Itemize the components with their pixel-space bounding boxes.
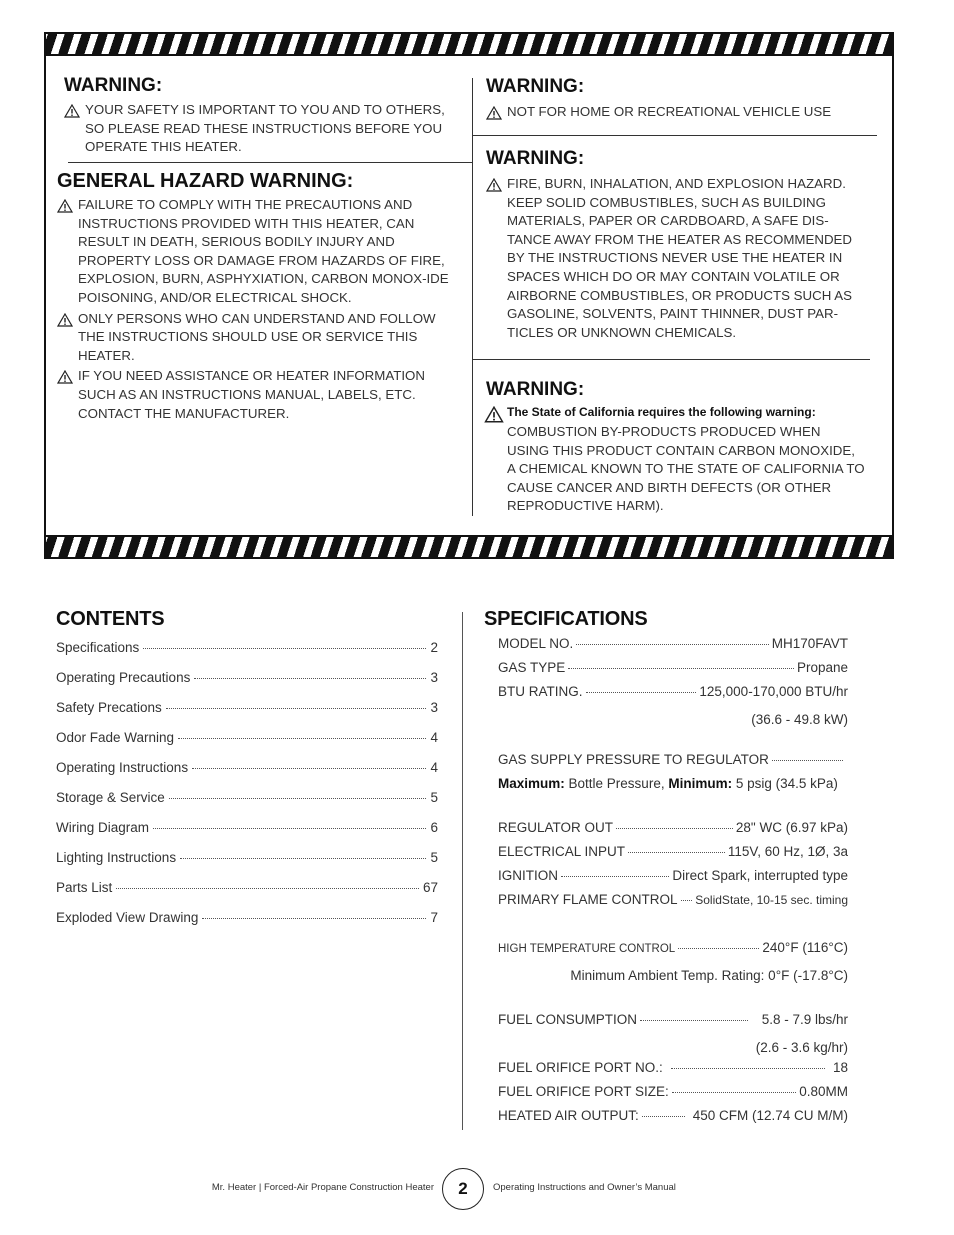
spec-row-gas-type [498,660,848,684]
toc-label: Safety Precations [56,700,162,715]
spec-label: FUEL CONSUMPTION [498,1012,638,1027]
spec-value: 115V, 60 Hz, 1Ø, 3a [727,844,848,859]
warning-triangle-icon [57,370,73,384]
spec-row-ignition [498,868,848,892]
leader-dots [192,768,426,769]
toc-row[interactable] [56,910,438,940]
leader-dots [681,900,693,901]
spec-value: SolidState, 10-15 sec. timing [695,893,848,907]
toc-page: 5 [430,850,438,865]
toc-page: 5 [430,790,438,805]
spec-value: 28" WC (6.97 kPa) [735,820,848,835]
leader-dots [576,644,768,645]
toc-row[interactable] [56,670,438,700]
spec-label: BTU RATING. [498,684,583,699]
toc-row[interactable] [56,700,438,730]
toc-label: Odor Fade Warning [56,730,175,745]
leader-dots [153,828,426,829]
leader-dots [586,692,697,693]
spec-value: 0.80MM [799,1084,848,1099]
spec-value: 125,000-170,000 BTU/hr [699,684,848,699]
warning-triangle-icon [57,313,73,327]
warning-item [486,175,864,342]
leader-dots [116,888,419,889]
spec-row-flame-control [498,892,848,916]
warning-triangle-icon [57,199,73,213]
spec-row-high-temp [498,940,848,964]
warning-text: ONLY PERSONS WHO CAN UNDERSTAND AND FOLLOW THE INSTRUCTIONS SHOULD USE OR SERVICE THIS HEATER. [78,310,436,363]
toc-label: Exploded View Drawing [56,910,199,925]
spec-row-electrical [498,844,848,868]
toc-label: Lighting Instructions [56,850,177,865]
leader-dots [640,1020,748,1021]
general-hazard-title: GENERAL HAZARD WARNING: [57,170,354,192]
spec-value: MH170FAVT [771,636,848,651]
spec-label: ELECTRICAL INPUT [498,844,626,859]
leader-dots [202,918,426,919]
toc-label: Wiring Diagram [56,820,150,835]
toc-row[interactable] [56,760,438,790]
warning-title: WARNING: [64,75,163,96]
spec-label: HIGH TEMPERATURE CONTROL [498,943,676,955]
warning-not-for-home [486,76,876,122]
warning-text: YOUR SAFETY IS IMPORTANT TO YOU AND TO OTHERS, SO PLEASE READ THESE INSTRUCTIONS BEFORE YOU OPERATE THIS HEATER. [85,102,445,155]
toc-row[interactable] [56,880,438,910]
toc-page: 4 [430,760,438,775]
leader-dots [616,828,733,829]
hazard-stripe-bottom [46,535,892,557]
toc-page: 7 [430,910,438,925]
spec-row-model [498,636,848,660]
warning-triangle-icon [486,178,502,192]
warning-text: FAILURE TO COMPLY WITH THE PRECAUTIONS AND INSTRUCTIONS PROVIDED WITH THIS HEATER, CAN RESULT IN DEATH, SERIOUS BODILY INJURY AND PROPERTY LOSS OR DAMAGE FROM HAZARDS OF FIRE, EXPLOSION, BURN, ASPHYXIATION, CARBON MONOX-IDE POISONING, AND/OR ELECTRICAL SHOCK. [78,197,449,305]
spec-ambient-rating: Minimum Ambient Temp. Rating: 0°F (-17.8°C) [570,968,848,983]
column-divider [462,612,463,1130]
spec-label: IGNITION [498,868,558,883]
spec-group-pressure [498,752,868,800]
toc-row[interactable] [56,640,438,670]
toc-label: Operating Precautions [56,670,191,685]
spec-row-air-output [498,1108,848,1132]
california-warning-text: COMBUSTION BY-PRODUCTS PRODUCED WHEN USING THIS PRODUCT CONTAIN CARBON MONOXIDE, A CHEMICAL KNOWN TO THE STATE OF CALIFORNIA TO CAUSE CANCER AND BIRTH DEFECTS (OR OTHER REPRODUCTIVE HARM). [507,424,865,514]
toc-page: 3 [430,700,438,715]
spec-row-max-min [498,776,868,800]
leader-dots [561,876,669,877]
leader-dots [642,1116,685,1117]
warning-text: IF YOU NEED ASSISTANCE OR HEATER INFORMATION SUCH AS AN INSTRUCTIONS MANUAL, LABELS, ETC. CONTACT THE MANUFACTURER. [78,368,425,421]
footer-product-name: Mr. Heater | Forced-Air Propane Construction Heater [211,1182,434,1193]
toc-page: 6 [430,820,438,835]
toc-label: Specifications [56,640,140,655]
general-hazard-warning [57,170,449,423]
leader-dots [178,738,426,739]
leader-dots [772,760,843,761]
spec-group-temperature [498,940,848,988]
spec-value: Direct Spark, interrupted type [672,868,848,883]
leader-dots [143,648,426,649]
toc-page: 3 [430,670,438,685]
spec-row-btu [498,684,848,708]
leader-dots [628,852,725,853]
spec-label: GAS TYPE [498,660,566,675]
toc-label: Storage & Service [56,790,165,805]
toc-row[interactable] [56,820,438,850]
leader-dots [194,678,426,679]
warning-item [57,367,449,423]
toc-row[interactable] [56,790,438,820]
leader-dots [166,708,427,709]
spec-label: FUEL ORIFICE PORT SIZE: [498,1084,669,1099]
min-value: 5 psig (34.5 kPa) [735,776,838,791]
warning-triangle-icon [486,106,502,120]
spec-label: PRIMARY FLAME CONTROL [498,892,678,907]
warning-item [57,310,449,366]
min-label: Minimum: [668,776,733,791]
leader-dots [671,1068,825,1069]
warning-title: WARNING: [486,148,585,169]
spec-row-fuel-consumption [498,1012,848,1036]
warning-text: FIRE, BURN, INHALATION, AND EXPLOSION HAZARD. KEEP SOLID COMBUSTIBLES, SUCH AS BUILDING MATERIALS, PAPER OR CARDBOARD, A SAFE DIS-TANCE AWAY FROM THE HEATER AS RECOMMENDED BY THE INSTRUCTIONS NEVER USE THE HEATER IN SPACES WHICH DO OR MAY CONTAIN VOLATILE OR AIRBORNE COMBUSTIBLES, OR PRODUCTS SUCH AS GASOLINE, SOLVENTS, PAINT THINNER, DUST PAR-TICLES OR UNKNOWN CHEMICALS. [507,176,853,340]
page-number: 2 [442,1168,484,1210]
spec-btu-kw: (36.6 - 49.8 kW) [751,712,848,727]
leader-dots [672,1092,796,1093]
warning-item [64,101,454,157]
hazard-stripe-top [46,34,892,56]
divider-line [473,359,870,360]
california-warning-heading: The State of California requires the following warning: [507,405,816,419]
leader-dots [568,668,794,669]
warning-text: NOT FOR HOME OR RECREATIONAL VEHICLE USE [507,104,832,119]
spec-value: 5.8 - 7.9 lbs/hr [761,1012,848,1027]
warning-triangle-icon [64,104,80,118]
warning-title: WARNING: [486,379,585,400]
spec-fuel-kg: (2.6 - 3.6 kg/hr) [755,1040,848,1055]
spec-label: REGULATOR OUT [498,820,614,835]
spec-row-orifice-size [498,1084,848,1108]
contents-title: CONTENTS [56,608,165,630]
warning-box [44,32,894,559]
leader-dots [180,858,426,859]
spec-label: HEATED AIR OUTPUT: [498,1108,639,1123]
max-value: Bottle Pressure, [568,776,665,791]
divider-line [68,162,472,163]
spec-row-orifice-no [498,1060,848,1084]
spec-row-regulator [498,820,848,844]
warning-california [486,379,866,516]
warning-safety [64,75,454,157]
spec-value: 18 [832,1060,848,1075]
warning-item [57,196,449,308]
spec-label: FUEL ORIFICE PORT NO.: [498,1060,663,1075]
toc-label: Operating Instructions [56,760,189,775]
toc-page: 4 [430,730,438,745]
table-of-contents [56,640,438,940]
toc-label: Parts List [56,880,113,895]
specifications-title: SPECIFICATIONS [484,608,648,630]
spec-value: Propane [796,660,848,675]
warning-title: WARNING: [486,76,585,97]
warning-triangle-icon [484,406,504,423]
spec-label: MODEL NO. [498,636,574,651]
footer-manual-name: Operating Instructions and Owner’s Manual [493,1182,676,1193]
spec-group-fuel [498,1012,848,1132]
toc-page: 67 [422,880,438,895]
leader-dots [678,948,759,949]
column-divider [472,78,473,516]
spec-value: 450 CFM (12.74 CU M/M) [692,1108,848,1123]
toc-page: 2 [430,640,438,655]
spec-row-supply-pressure [498,752,846,776]
divider-line [473,135,877,136]
spec-group-basic [498,636,848,732]
leader-dots [169,798,427,799]
spec-value: 240°F (116°C) [762,940,848,955]
spec-group-electrical [498,820,848,916]
warning-item [486,103,876,122]
toc-row[interactable] [56,730,438,760]
max-label: Maximum: [498,776,565,791]
spec-label: GAS SUPPLY PRESSURE TO REGULATOR [498,752,769,767]
toc-row[interactable] [56,850,438,880]
warning-fire-hazard [486,148,864,342]
